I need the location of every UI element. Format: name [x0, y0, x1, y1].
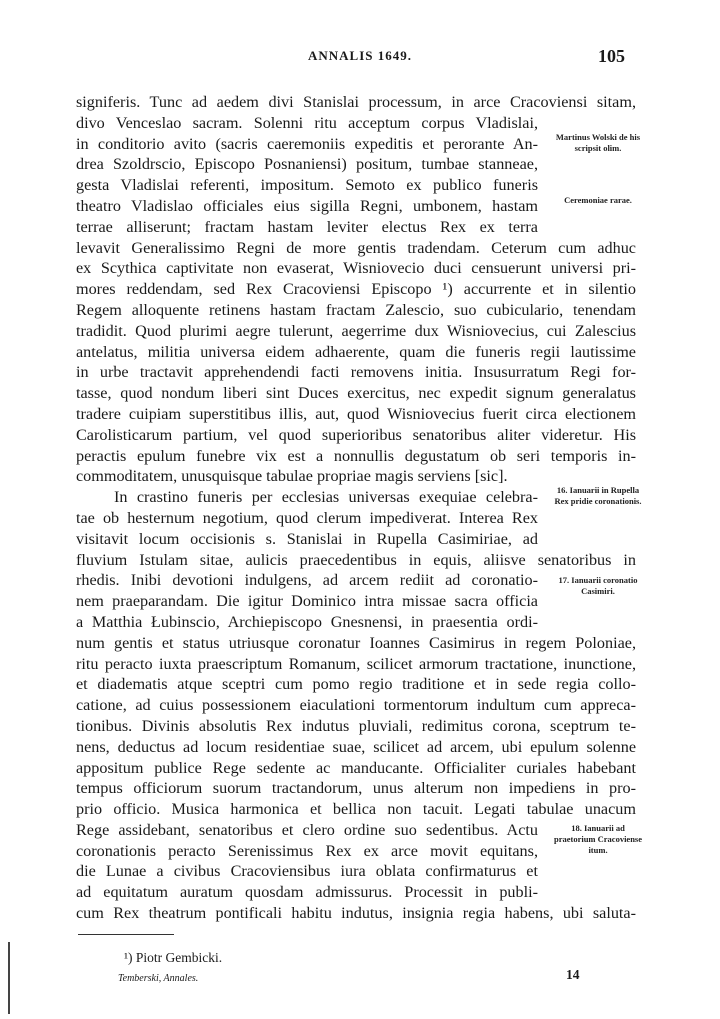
text-line: tae ob hesternum negotium, quod clerum impediverat. Interea Rex [76, 508, 538, 527]
text-line: die Lunae a civibus Cracoviensibus iura oblata confirmaturus et [76, 862, 538, 881]
signature-line: Temberski, Annales. [118, 973, 199, 984]
text-line: rhedis. Inibi devotioni indulgens, ad arcem rediit ad coronatio- [76, 571, 538, 590]
text-line: Carolisticarum partium, vel quod superioribus senatoribus aliter videretur. His [76, 425, 636, 444]
text-line: antelatus, militia universa eidem adhaerente, quam die funeris regii lautissime [76, 342, 636, 361]
text-line: ritu peracto iuxta praescriptum Romanum, scilicet armorum tractatione, inunctione, [76, 654, 636, 673]
page-number: 105 [598, 46, 625, 66]
footnote: ¹) Piotr Gembicki. [124, 950, 223, 965]
text-line: a Matthia Łubinscio, Archiepiscopo Gnesnensi, in praesentia ordi- [76, 612, 538, 631]
text-line: signiferis. Tunc ad aedem divi Stanislai processum, in arce Cracoviensi sitam, [76, 93, 636, 111]
text-line: nem praeparandam. Die igitur Dominico intra missae sacra officia [76, 592, 538, 611]
text-line: visitavit locum occisionis s. Stanislai in Rupella Casimiriae, ad [76, 529, 538, 548]
text-line: tradere cuipiam superstitibus illis, aut, quod Wisniovecius fuerit circa electionem [76, 404, 636, 423]
text-line: nens, deductus ad locum residentiae suae, scilicet ad arcem, ubi epulum solenne [76, 737, 636, 756]
text-line: commoditatem, unusquisque tabulae propriae magis serviens [sic]. [76, 467, 508, 486]
running-head [0, 48, 720, 68]
text-line: Regem alloquente retinens hastam fractam Zalescio, suo cubiculario, tenendam [76, 300, 636, 319]
text-line: coronationis peracto Serenissimus Rex ex arce movit equitans, [76, 841, 538, 860]
text-line: terrae alliserunt; fractam hastam leviter electus Rex ex terra [76, 217, 538, 236]
text-line: in urbe tractavit apprehendendi facti removens initia. Insusurratum Regi for- [76, 363, 636, 382]
text-line: appositum publice Rege sedente ac manducante. Officialiter curiales habebant [76, 758, 636, 777]
text-line: peractis epulum funebre vix est a nonnullis degustatum ob seri temporis in- [76, 446, 636, 465]
text-line: divo Venceslao sacram. Solenni ritu acceptum corpus Vladislai, [76, 113, 538, 132]
text-line: cum Rex theatrum pontificali habitu indutus, insignia regia habens, ubi saluta- [76, 904, 636, 923]
margin-note: Ceremoniae rarae. [564, 195, 632, 205]
text-line: levavit Generalissimo Regni de more gentis tradendam. Ceterum cum adhuc [76, 238, 636, 257]
text-line: gesta Vladislai referenti, impositum. Semoto ex publico funeris [76, 176, 538, 195]
text-line: tradidit. Quod plurimi aegre tulerunt, aegerrime dux Wisniovecius, cui Zalescius [76, 321, 636, 340]
text-line: catione, ad cuius possessionem eiaculationi tormentorum indultum cum appreca- [76, 696, 636, 715]
main-text [76, 92, 636, 924]
footnote-rule [78, 934, 174, 935]
text-line: fluvium Istulam sitae, aulicis praecedentibus in equis, aliisve senatoribus in [76, 550, 636, 569]
text-line: tempus officiorum suorum tractandorum, unus alterum non impediens in pro- [76, 779, 636, 798]
text-line: mores reddendam, sed Rex Cracoviensi Episcopo ¹) accurrente et in silentio [76, 280, 636, 299]
text-line: In crastino funeris per ecclesias universas exequiae celebra- [114, 488, 538, 507]
text-line: Rege assidebant, senatoribus et clero ordine suo sedentibus. Actu [76, 820, 538, 839]
text-line: drea Szoldrscio, Episcopo Posnaniensi) positum, tumbae stanneae, [76, 155, 538, 174]
text-line: theatro Vladislao officiales eius sigilla Regni, umbonem, hastam [76, 196, 538, 215]
margin-note: 17. Ianuarii coronatio Casimiri. [558, 575, 638, 596]
margin-note: 18. Ianuarii ad praetorium Cracoviense itum. [553, 823, 643, 855]
text-line: in conditorio avito (sacris caeremoniis expeditis et perorante An- [76, 134, 538, 153]
text-line: prio officio. Musica harmonica et bellica non tacuit. Legati tabulae unacum [76, 800, 636, 819]
running-title: ANNALIS 1649. [307, 48, 412, 63]
text-line: tasse, quod nondum liberi sint Duces exercitus, nec expedit signum generalatus [76, 384, 636, 403]
text-line: tionibus. Divinis absolutis Rex indutus pluviali, redimitus corona, sceptrum te- [76, 716, 636, 735]
binding-edge [0, 942, 10, 1014]
signature-mark: 14 [566, 967, 580, 982]
text-line: ex Scythica captivitate non evaserat, Wisniovecio duci censuerunt universi pri- [76, 259, 636, 278]
margin-note: 16. Ianuarii in Rupella Rex pridie coronationis. [554, 485, 642, 506]
text-line: ad equitatum auratum quosdam admissurus. Processit in publi- [76, 883, 538, 902]
text-line: num gentis et status utriusque coronatur Ioannes Casimirus in regem Poloniae, [76, 633, 636, 652]
margin-note: Martinus Wolski de his scripsit olim. [555, 132, 641, 153]
text-line: et diadematis atque sceptri cum pomo regio traditione et in sede regia collo- [76, 675, 636, 694]
